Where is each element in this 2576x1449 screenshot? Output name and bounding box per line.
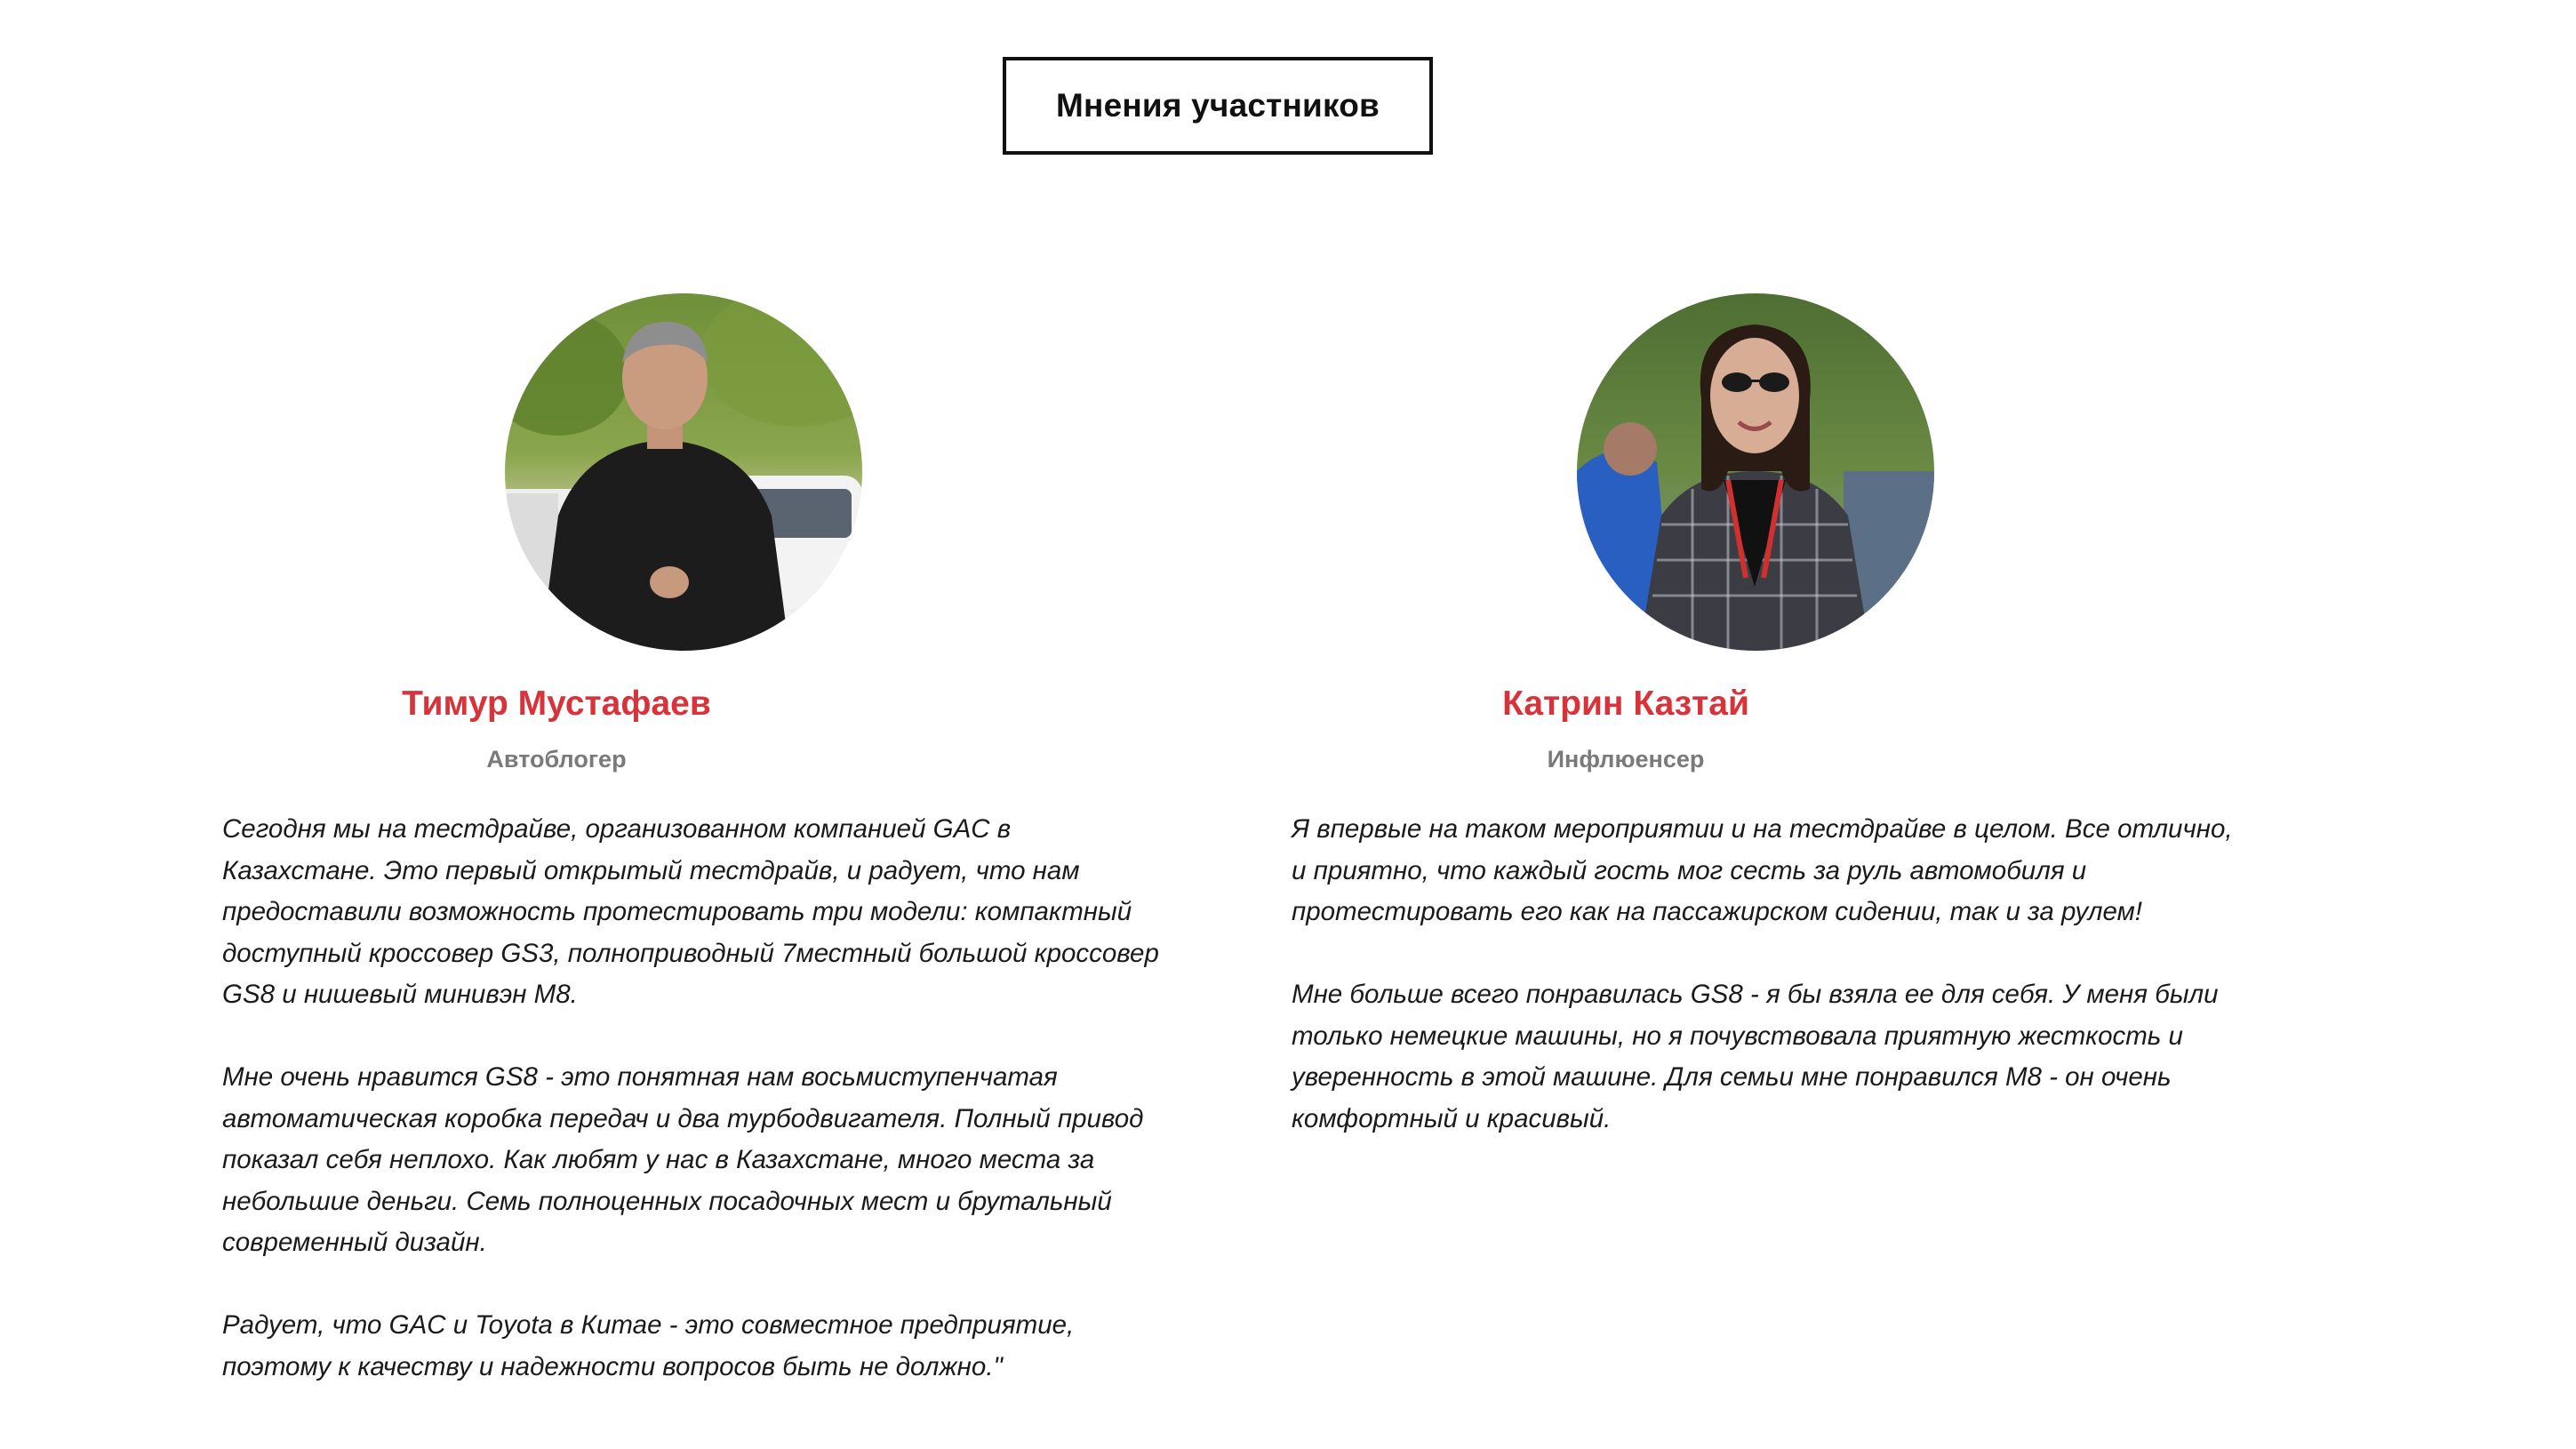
person-role: Инфлюенсер bbox=[1547, 746, 1705, 773]
testimonial-paragraph: Мне больше всего понравилась GS8 - я бы взяла ее для себя. У меня были только немецкие машины, но я почувствовала приятную жесткость и уверенность в этой машине. Для семьи мне понравился M8 - он очень комфортный и красивый. bbox=[1292, 980, 2219, 1133]
testimonial-paragraph: Мне очень нравится GS8 - это понятная нам восьмиступенчатая автоматическая коробка передач и два турбодвигателя. Полный привод показал себя неплохо. Как любят у нас в Казахстане, много места за небольшие деньги. Семь полноценных посадочных мест и брутальный современный дизайн. bbox=[222, 1062, 1144, 1257]
section-title: Мнения участников bbox=[1003, 57, 1433, 155]
person-name: Катрин Казтай bbox=[1502, 684, 1749, 723]
avatar bbox=[505, 293, 862, 651]
man-portrait-photo bbox=[505, 293, 862, 651]
testimonial-paragraph: Радует, что GAC и Toyota в Китае - это совместное предприятие, поэтому к качеству и надежности вопросов быть не должно." bbox=[222, 1310, 1075, 1381]
avatar bbox=[1577, 293, 1934, 651]
testimonial-text bbox=[1292, 809, 2234, 1181]
testimonial-paragraph: Сегодня мы на тестдрайве, организованном компанией GAC в Казахстане. Это первый открытый тестдрайв, и радует, что нам предоставили возможность протестировать три модели: компактный доступный кроссовер GS3, полноприводный 7местный большой кроссовер GS8 и нишевый минивэн M8. bbox=[222, 814, 1159, 1009]
testimonial-paragraph: Я впервые на таком мероприятии и на тестдрайве в целом. Все отлично, и приятно, что каждый гость мог сесть за руль автомобиля и протестировать его как на пассажирском сидении, так и за рулем! bbox=[1292, 814, 2233, 926]
person-name: Тимур Мустафаев bbox=[402, 684, 711, 723]
testimonial-text bbox=[222, 809, 1164, 1429]
woman-portrait-photo bbox=[1577, 293, 1934, 651]
person-role: Автоблогер bbox=[486, 746, 627, 773]
